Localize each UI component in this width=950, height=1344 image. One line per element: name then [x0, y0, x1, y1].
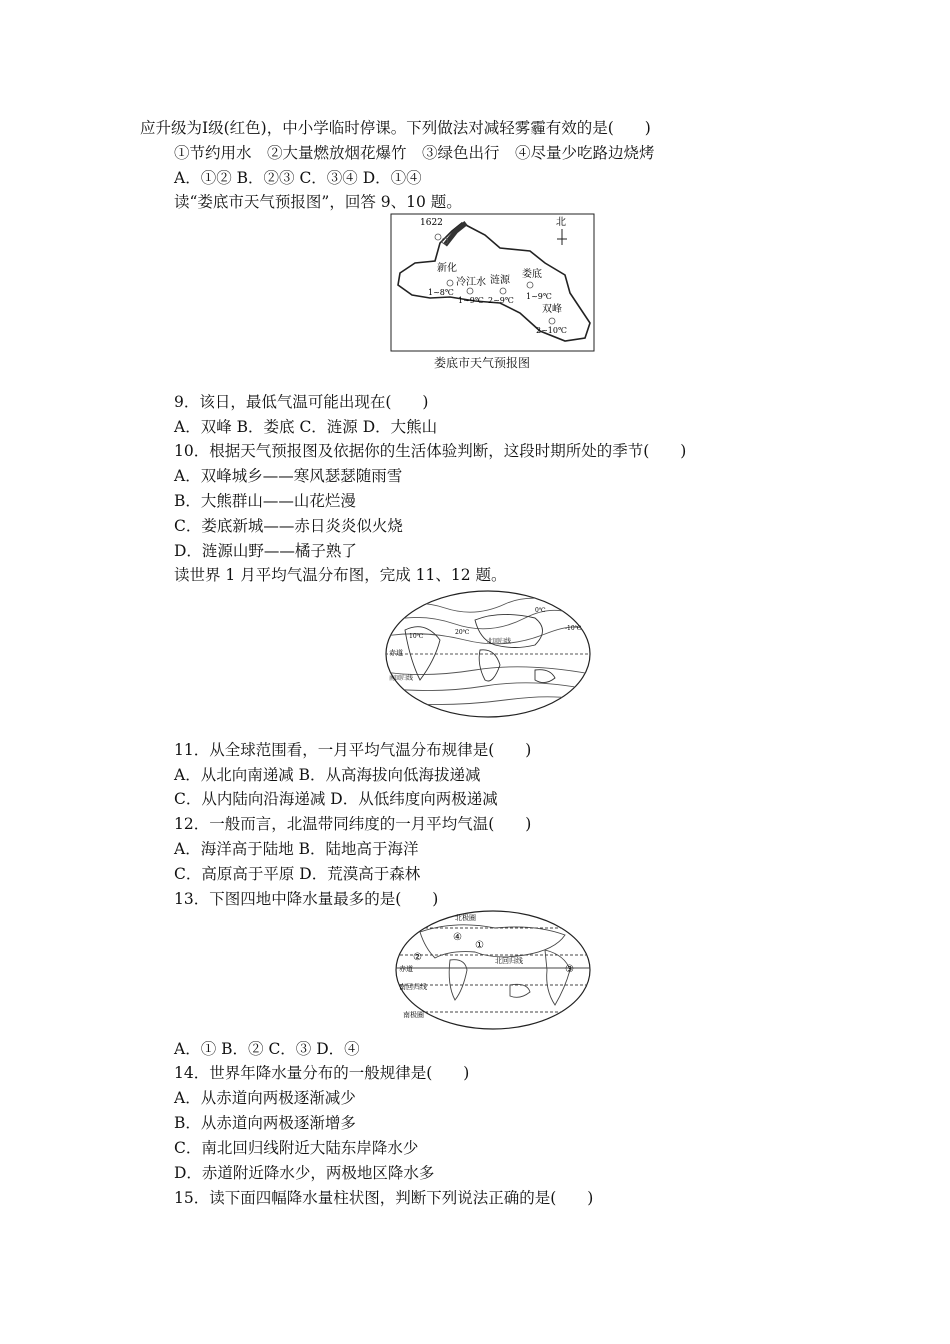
question-10: 10．根据天气预报图及依据你的生活体验判断，这段时期所处的季节( ) — [174, 442, 687, 460]
question-10-option-d: D．涟源山野——橘子熟了 — [174, 542, 357, 560]
equator-label: 赤道 — [389, 649, 403, 657]
question-9-options: A．双峰 B．娄底 C．涟源 D．大熊山 — [174, 418, 438, 436]
tropic-south-label: 南回归线 — [399, 983, 427, 991]
question-14-option-d: D．赤道附近降水少，两极地区降水多 — [174, 1164, 435, 1182]
read-map-intro: 读“娄底市天气预报图”，回答 9、10 题。 — [174, 193, 462, 211]
question-12-options-ab: A．海洋高于陆地 B．陆地高于海洋 — [174, 840, 419, 858]
question-14-option-c: C．南北回归线附近大陆东岸降水少 — [174, 1139, 419, 1157]
read-map-intro-2: 读世界 1 月平均气温分布图，完成 11、12 题。 — [174, 566, 507, 584]
city-temp: 1~8℃ — [428, 288, 454, 297]
question-12: 12．一般而言，北温带同纬度的一月平均气温( ) — [174, 815, 532, 833]
arctic-circle-label: 北极圈 — [455, 914, 476, 922]
text-line-1: 应升级为Ⅰ级(红色)，中小学临时停课。下列做法对减轻雾霾有效的是( ) — [140, 119, 651, 137]
q8-answers: A．①② B．②③ C．③④ D．①④ — [174, 169, 422, 187]
equator-label: 赤道 — [399, 965, 413, 973]
city-name: 娄底 — [522, 269, 542, 280]
isotherm-label: 10℃ — [409, 633, 424, 640]
north-label: 北 — [556, 217, 566, 228]
city-name: 双峰 — [542, 304, 562, 315]
antarctic-circle-label: 南极圈 — [403, 1011, 424, 1019]
measures-options: ①节约用水 ②大量燃放烟花爆竹 ③绿色出行 ④尽量少吃路边烧烤 — [174, 144, 655, 162]
question-12-options-cd: C．高原高于平原 D．荒漠高于森林 — [174, 865, 421, 883]
question-15: 15．读下面四幅降水量柱状图，判断下列说法正确的是( ) — [174, 1189, 594, 1207]
city-temp: 2~10℃ — [536, 326, 567, 335]
city-name: 涟源 — [490, 275, 510, 286]
question-10-option-a: A．双峰城乡——寒风瑟瑟随雨雪 — [174, 467, 403, 485]
city-name: 冷江水 — [456, 277, 486, 288]
world-january-temperature-map — [385, 590, 591, 718]
question-14-option-a: A．从赤道向两极逐渐减少 — [174, 1089, 356, 1107]
tropic-north-label: 北回归线 — [495, 957, 523, 965]
question-11: 11．从全球范围看，一月平均气温分布规律是( ) — [174, 741, 532, 759]
city-temp: 1~9℃ — [526, 292, 552, 301]
question-13: 13．下图四地中降水量最多的是( ) — [174, 890, 439, 908]
question-10-option-c: C．娄底新城——赤日炎炎似火烧 — [174, 517, 403, 535]
question-11-options-ab: A．从北向南递减 B．从高海拔向低海拔递减 — [174, 766, 481, 784]
world-precipitation-map — [395, 910, 592, 1030]
elevation-label: 1622 — [420, 218, 443, 228]
map-caption: 娄底市天气预报图 — [434, 356, 531, 370]
location-marker: ② — [413, 952, 422, 963]
question-14-option-b: B．从赤道向两极逐渐增多 — [174, 1114, 356, 1132]
loudi-weather-map — [390, 213, 595, 376]
location-marker: ① — [475, 940, 484, 951]
city-temp: 1~9℃ — [458, 296, 484, 305]
city-temp: 2~9℃ — [488, 296, 514, 305]
isotherm-label: 20℃ — [455, 629, 470, 636]
isotherm-label: -10℃ — [565, 625, 582, 632]
isotherm-label: 0℃ — [535, 607, 546, 614]
question-9: 9．该日，最低气温可能出现在( ) — [174, 393, 429, 411]
tropic-north-label: 北回归线 — [487, 638, 512, 645]
tropic-south-label: 南回归线 — [389, 675, 414, 682]
question-11-options-cd: C．从内陆向沿海递减 D．从低纬度向两极递减 — [174, 790, 498, 808]
question-10-option-b: B．大熊群山——山花烂漫 — [174, 492, 356, 510]
city-name: 新化 — [437, 263, 457, 274]
question-13-options: A．① B．② C．③ D．④ — [174, 1040, 360, 1058]
location-marker: ④ — [453, 932, 462, 943]
location-marker: ③ — [565, 964, 574, 975]
question-14: 14．世界年降水量分布的一般规律是( ) — [174, 1064, 470, 1082]
